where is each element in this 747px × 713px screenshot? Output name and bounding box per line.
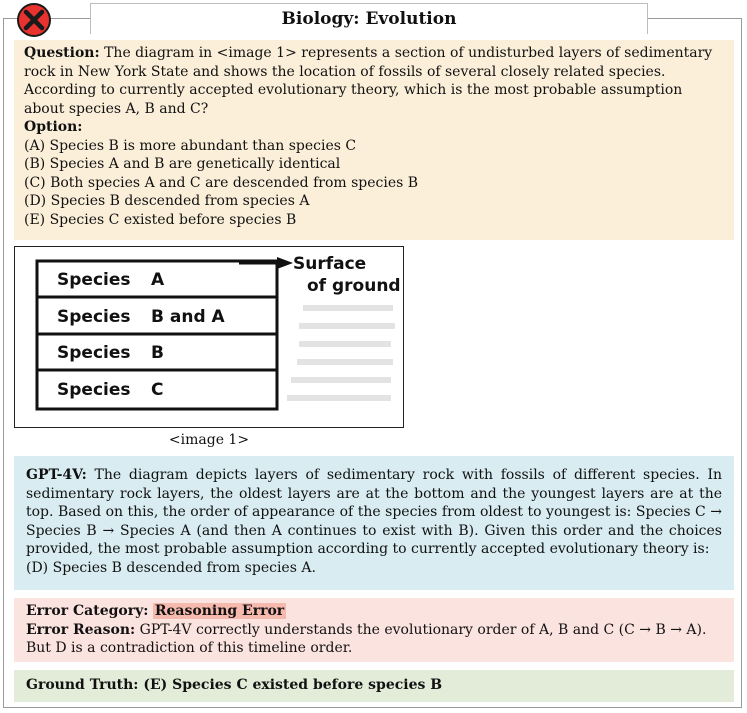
- layer-2-word: Species: [57, 307, 131, 327]
- option-e: (E) Species C existed before species B: [24, 211, 297, 228]
- option-a: (A) Species B is more abundant than species C: [24, 137, 357, 154]
- surface-label-1: Surface: [293, 254, 367, 274]
- question-text: The diagram in <image 1> represents a section of undisturbed layers of sedimentary rock in New York State and shows the location of fossils of several closely related species. According to currently accepted evolutionary theory, which is the most probable assumption about species A, B and C?: [24, 45, 713, 117]
- question-label: Question:: [24, 45, 100, 61]
- option-c: (C) Both species A and C are descended from species B: [24, 174, 419, 191]
- faint-background-text: [287, 305, 395, 401]
- strata-figure: [14, 246, 404, 428]
- error-reason-label: Error Reason:: [26, 621, 136, 638]
- error-box: [14, 598, 734, 662]
- layer-3-letter: B: [151, 343, 164, 363]
- figure-caption: <image 1>: [168, 432, 250, 448]
- answer-text-block: [26, 467, 722, 557]
- answer-final: (D) Species B descended from species A.: [26, 559, 316, 576]
- error-category-line: [26, 602, 722, 621]
- error-reason-block: [26, 622, 706, 657]
- strata-diagram: [15, 247, 404, 428]
- surface-arrow-head: [277, 257, 293, 269]
- error-reason-text: GPT-4V correctly understands the evolutionary order of A, B and C (C → B → A). But D is a contradiction of this timeline order.: [26, 621, 707, 656]
- option-label: Option:: [24, 119, 83, 135]
- layer-1-word: Species: [57, 270, 131, 290]
- answer-label: GPT-4V:: [26, 467, 87, 483]
- surface-label-2: of ground: [307, 276, 401, 296]
- option-d: (D) Species B descended from species A: [24, 193, 310, 209]
- layer-1-letter: A: [151, 270, 165, 290]
- page-title: Biology: Evolution: [90, 3, 648, 34]
- option-b: (B) Species A and B are genetically identical: [24, 156, 341, 172]
- error-x-icon: [11, 2, 57, 38]
- error-category-badge: Reasoning Error: [154, 603, 285, 619]
- layer-4-letter: C: [151, 380, 164, 400]
- model-answer-box: [14, 456, 734, 590]
- ground-truth-box: Ground Truth: (E) Species C existed before species B: [14, 670, 734, 702]
- answer-text: The diagram depicts layers of sedimentary rock with fossils of different species. In sedimentary rock layers, the oldest layers are at the bottom and the youngest layers are at the top. Based on this, the order of appearance of the species from oldest to youngest is: Species C → Species B → Species A (and then A continues to exist with B). Given this order and the choices provided, the most probable assumption according to currently accepted evolutionary theory is:: [26, 467, 722, 557]
- question-box: [14, 40, 734, 240]
- error-category-label: Error Category:: [26, 603, 149, 619]
- layer-2-letter: B and A: [151, 307, 225, 327]
- layer-3-word: Species: [57, 343, 131, 363]
- question-text-block: [24, 45, 712, 117]
- layer-4-word: Species: [57, 380, 131, 400]
